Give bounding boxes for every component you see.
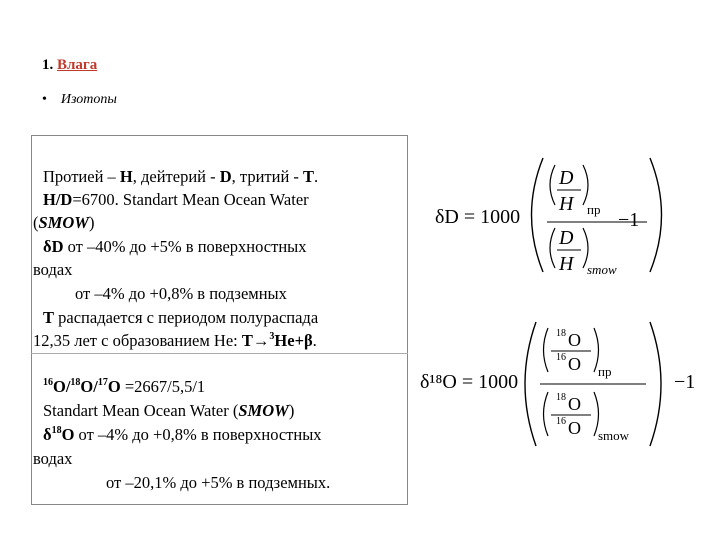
f1-num-h: H <box>559 193 574 215</box>
f2-n-sup18: 18 <box>556 328 566 339</box>
f2-n-o2: O <box>568 354 581 374</box>
f2-minus-one: −1 <box>674 371 696 393</box>
f2-n-sup16: 16 <box>556 352 566 363</box>
f1-sub-smow: smow <box>587 262 617 277</box>
box-line-7: T распадается с периодом полураспада <box>43 308 319 327</box>
f2-d-sup16: 16 <box>556 416 566 427</box>
box-line-8: 12,35 лет с образованием He: T→$^3$He+β. <box>33 331 317 350</box>
box-line-10: Standart Mean Ocean Water (SMOW) <box>43 401 295 420</box>
f2-d-o1: O <box>568 394 581 414</box>
isotopes-textbox <box>31 135 408 505</box>
f1-minus-one: −1 <box>618 209 640 231</box>
f1-lhs: δD = 1000 <box>435 206 521 228</box>
heading-number: 1. <box>42 57 54 73</box>
box-line-6: от –4% до +0,8% в подземных <box>75 284 287 303</box>
box-line-2: H/D=6700. Standart Mean Ocean Water <box>43 190 309 209</box>
f2-lhs: δ¹⁸O = 1000 <box>420 371 519 393</box>
bullet-text: Изотопы <box>60 92 117 107</box>
box-line-1: Протией – H, дейтерий - D, тритий - T. <box>43 167 319 186</box>
f1-sub-pr: пр <box>587 202 601 217</box>
f2-sub-pr: пр <box>598 364 612 379</box>
f2-sub-smow: smow <box>598 428 630 443</box>
box-line-9: $^{16}$O/$^{18}$O/$^{17}$O =2667/5,5/1 <box>43 377 206 396</box>
box-line-13: от –20,1% до +5% в подземных. <box>106 473 331 492</box>
delta-18o-formula <box>418 316 716 456</box>
f2-n-o1: O <box>568 330 581 350</box>
box-line-11: $\delta^{18}O$ от –4% до +0,8% в поверхностных <box>43 425 322 444</box>
box-line-4: δD от –40% до +5% в поверхностных <box>43 237 307 256</box>
delta-d-formula <box>425 140 715 290</box>
box-line-5: водах <box>33 260 73 279</box>
section-heading <box>42 57 97 74</box>
bullet-item <box>42 92 117 108</box>
f1-num-d: D <box>559 167 574 189</box>
f2-d-sup18: 18 <box>556 392 566 403</box>
heading-title[interactable]: Влага <box>57 57 98 73</box>
box-divider <box>31 353 408 354</box>
box-line-3: (SMOW) <box>33 213 95 232</box>
f1-den-h: H <box>559 253 574 275</box>
bullet-glyph: • <box>42 92 47 107</box>
f2-d-o2: O <box>568 418 581 438</box>
box-line-12: водах <box>33 449 73 468</box>
f1-den-d: D <box>559 227 574 249</box>
